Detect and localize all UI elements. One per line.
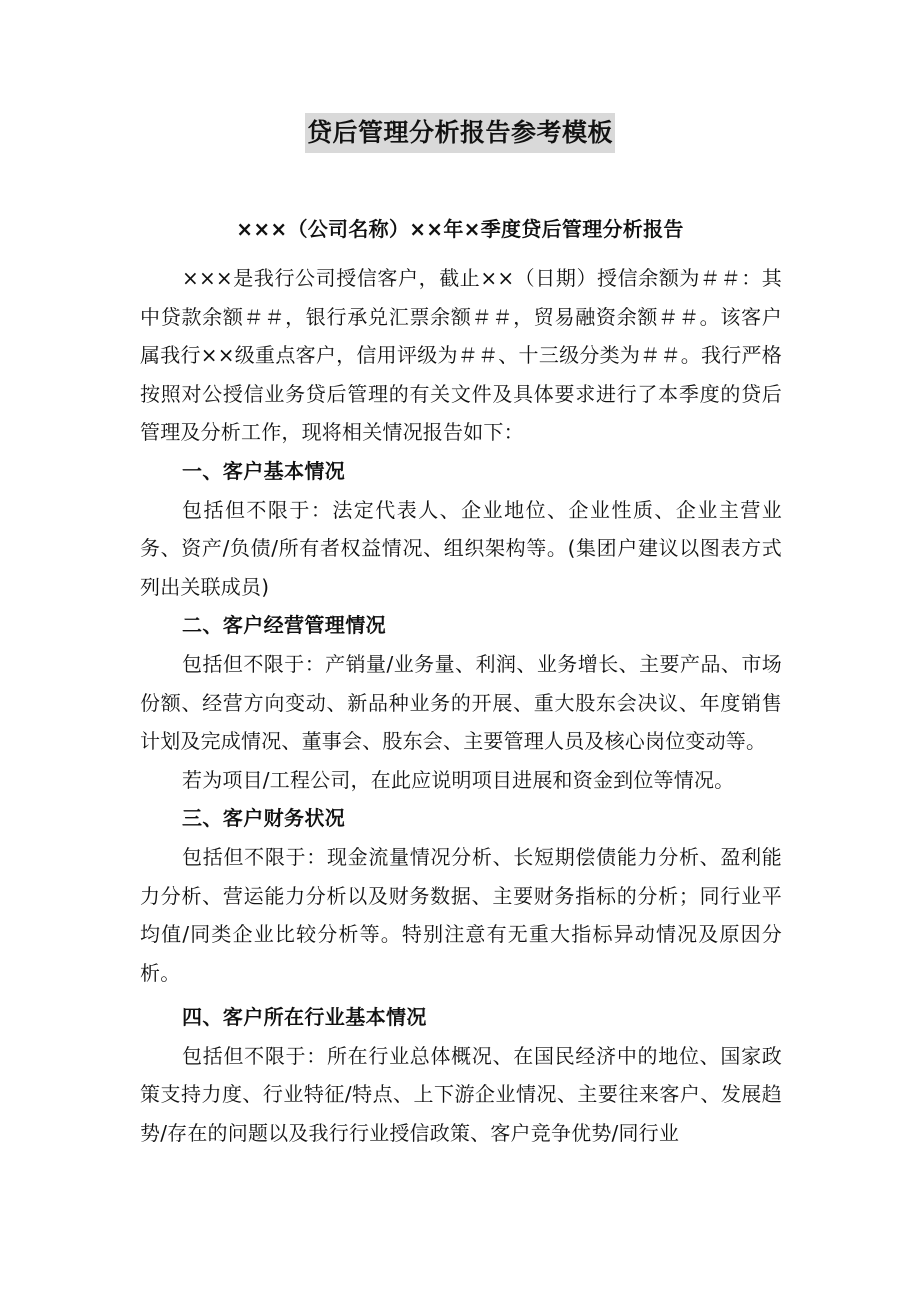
intro-paragraph: ×××是我行公司授信客户，截止××（日期）授信余额为＃＃：其中贷款余额＃＃，银行承兑汇票余额＃＃，贸易融资余额＃＃。该客户属我行××级重点客户，信用评级为＃＃、十三级分类为＃＃。我行严格按照对公授信业务贷后管理的有关文件及具体要求进行了本季度的贷后管理及分析工作，现将相关情况报告如下：	[140, 266, 782, 445]
document-title-text: 贷后管理分析报告参考模板	[305, 113, 615, 153]
section-heading-3: 三、客户财务状况	[182, 806, 346, 831]
section-2-paragraph-1: 包括但不限于：产销量/业务量、利润、业务增长、主要产品、市场份额、经营方向变动、新品种业务的开展、重大股东会决议、年度销售计划及完成情况、董事会、股东会、主要管理人员及核心岗位变动等。	[140, 651, 782, 754]
section-3-paragraph-1: 包括但不限于：现金流量情况分析、长短期偿债能力分析、盈利能力分析、营运能力分析以及财务数据、主要财务指标的分析；同行业平均值/同类企业比较分析等。特别注意有无重大指标异动情况及原因分析。	[140, 844, 782, 985]
section-1-paragraph-1: 包括但不限于：法定代表人、企业地位、企业性质、企业主营业务、资产/负债/所有者权益情况、组织架构等。(集团户建议以图表方式列出关联成员)	[140, 497, 782, 599]
section-2-paragraph-2: 若为项目/工程公司，在此应说明项目进展和资金到位等情况。	[182, 767, 735, 792]
section-heading-2: 二、客户经营管理情况	[182, 613, 386, 638]
section-4-paragraph-1: 包括但不限于：所在行业总体概况、在国民经济中的地位、国家政策支持力度、行业特征/特点、上下游企业情况、主要往来客户、发展趋势/存在的问题以及我行行业授信政策、客户竞争优势/同行业	[140, 1043, 782, 1146]
section-heading-4: 四、客户所在行业基本情况	[182, 1005, 427, 1030]
report-body	[140, 259, 782, 1153]
section-heading-1: 一、客户基本情况	[182, 458, 346, 483]
document-title	[0, 113, 920, 153]
report-subtitle: ×××（公司名称）××年×季度贷后管理分析报告	[236, 217, 684, 241]
